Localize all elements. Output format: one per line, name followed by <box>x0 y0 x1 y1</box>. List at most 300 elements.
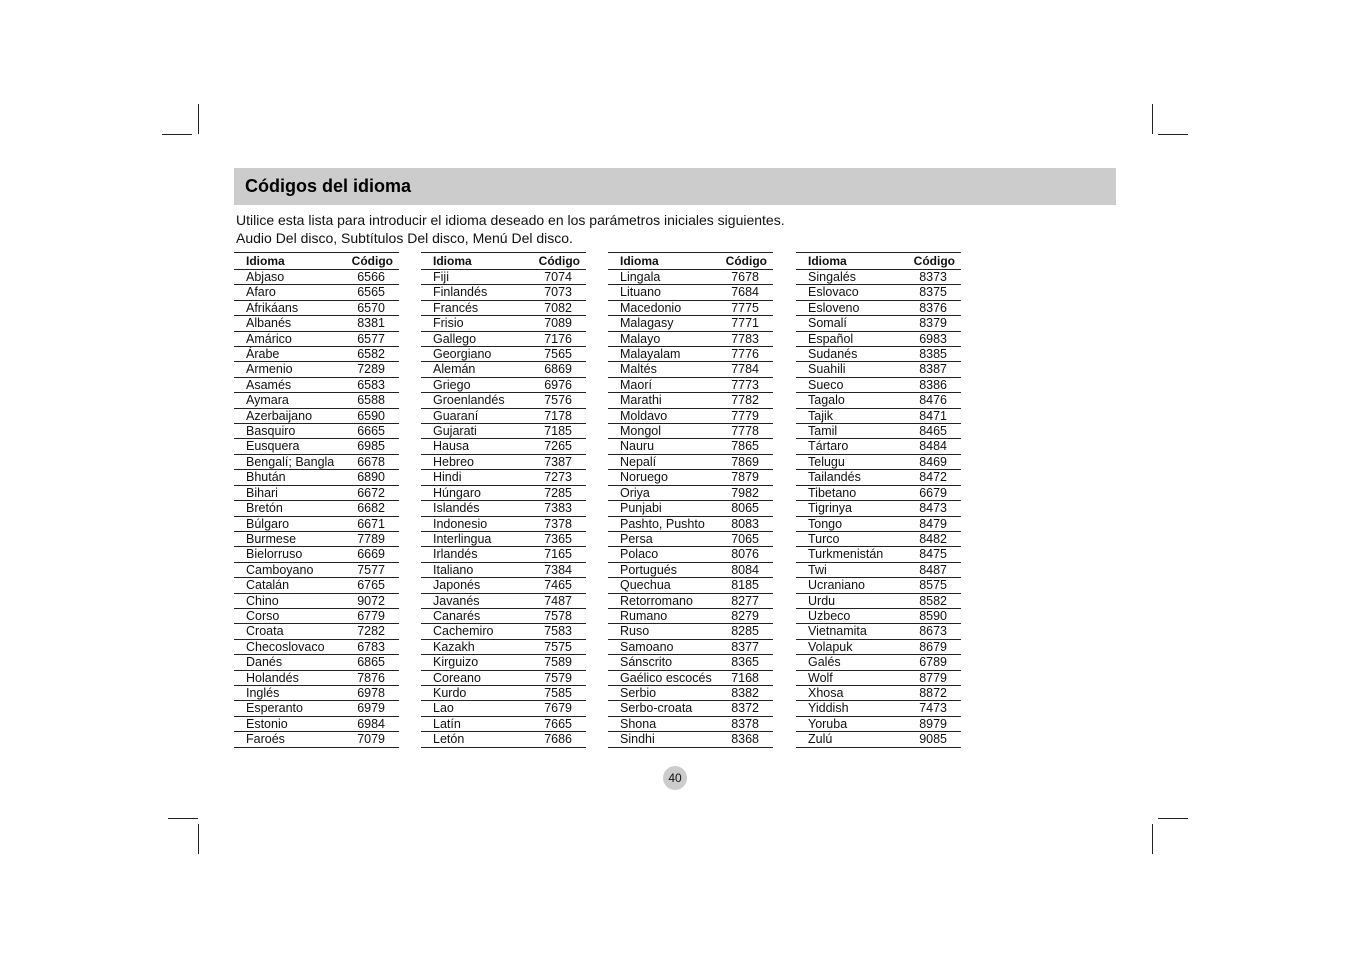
language-code: 8872 <box>903 685 961 700</box>
language-code: 7273 <box>526 470 586 485</box>
table-row <box>796 516 961 531</box>
intro-line-2: Audio Del disco, Subtítulos Del disco, Menú Del disco. <box>236 230 573 246</box>
language-name: Wolf <box>796 670 903 685</box>
language-name: Marathi <box>608 393 721 408</box>
language-name: Retorromano <box>608 593 721 608</box>
language-code: 8279 <box>721 608 773 623</box>
language-name: Bretón <box>234 501 346 516</box>
crop-mark <box>168 818 198 819</box>
language-code: 7089 <box>526 316 586 331</box>
language-code: 8472 <box>903 470 961 485</box>
table-row <box>796 316 961 331</box>
table-row <box>796 454 961 469</box>
language-table-column <box>421 252 586 748</box>
table-row <box>421 424 586 439</box>
language-code: 8575 <box>903 578 961 593</box>
language-name: Tongo <box>796 516 903 531</box>
language-name: Rumano <box>608 608 721 623</box>
language-code: 7168 <box>721 670 773 685</box>
table-row <box>796 501 961 516</box>
table-row <box>421 347 586 362</box>
language-code: 8482 <box>903 531 961 546</box>
language-code: 6978 <box>346 685 399 700</box>
table-row <box>796 270 961 285</box>
language-code: 8372 <box>721 701 773 716</box>
language-name: Ucraniano <box>796 578 903 593</box>
table-row <box>421 608 586 623</box>
language-code: 6679 <box>903 485 961 500</box>
table-row <box>234 285 399 300</box>
language-code: 7589 <box>526 655 586 670</box>
table-row <box>234 624 399 639</box>
language-name: Búlgaro <box>234 516 346 531</box>
table-row <box>234 377 399 392</box>
language-name: Afrikáans <box>234 300 346 315</box>
language-code: 8076 <box>721 547 773 562</box>
language-name: Estonio <box>234 716 346 731</box>
table-row <box>421 655 586 670</box>
language-code: 8479 <box>903 516 961 531</box>
language-name: Checoslovaco <box>234 639 346 654</box>
table-row <box>796 531 961 546</box>
language-code: 8779 <box>903 670 961 685</box>
language-code: 6669 <box>346 547 399 562</box>
crop-mark <box>162 134 192 135</box>
language-name: Serbio <box>608 685 721 700</box>
table-row <box>234 347 399 362</box>
language-table <box>608 252 773 748</box>
language-code: 7869 <box>721 454 773 469</box>
table-row <box>421 547 586 562</box>
table-row <box>608 362 773 377</box>
table-row <box>796 300 961 315</box>
language-code: 6577 <box>346 331 399 346</box>
language-code: 7176 <box>526 331 586 346</box>
table-row <box>796 470 961 485</box>
language-code: 7285 <box>526 485 586 500</box>
table-row <box>421 670 586 685</box>
language-code: 8469 <box>903 454 961 469</box>
table-row <box>608 562 773 577</box>
language-name: Nepalí <box>608 454 721 469</box>
language-code: 8484 <box>903 439 961 454</box>
table-row <box>234 470 399 485</box>
language-name: Coreano <box>421 670 526 685</box>
language-code: 7782 <box>721 393 773 408</box>
language-name: Ruso <box>608 624 721 639</box>
table-header-row <box>421 253 586 270</box>
language-name: Turkmenistán <box>796 547 903 562</box>
header-code: Código <box>526 253 586 270</box>
table-row <box>796 485 961 500</box>
language-name: Urdu <box>796 593 903 608</box>
language-code: 8487 <box>903 562 961 577</box>
language-name: Malayo <box>608 331 721 346</box>
language-name: Lao <box>421 701 526 716</box>
language-name: Italiano <box>421 562 526 577</box>
language-name: Kirguizo <box>421 655 526 670</box>
language-code: 6672 <box>346 485 399 500</box>
language-code: 7665 <box>526 716 586 731</box>
table-row <box>421 578 586 593</box>
language-code: 7686 <box>526 732 586 747</box>
table-row <box>608 516 773 531</box>
header-language: Idioma <box>421 253 526 270</box>
table-row <box>234 655 399 670</box>
language-name: Eusquera <box>234 439 346 454</box>
language-code: 7585 <box>526 685 586 700</box>
language-name: Catalán <box>234 578 346 593</box>
language-code: 7789 <box>346 531 399 546</box>
language-code: 6583 <box>346 377 399 392</box>
crop-mark <box>198 104 199 134</box>
table-row <box>234 393 399 408</box>
language-code: 6671 <box>346 516 399 531</box>
language-code: 7165 <box>526 547 586 562</box>
language-name: Letón <box>421 732 526 747</box>
language-code: 7079 <box>346 732 399 747</box>
table-row <box>608 593 773 608</box>
table-row <box>796 578 961 593</box>
language-code: 8065 <box>721 501 773 516</box>
language-name: Sudanés <box>796 347 903 362</box>
language-code: 8375 <box>903 285 961 300</box>
language-code: 8368 <box>721 732 773 747</box>
table-row <box>234 362 399 377</box>
language-code: 7583 <box>526 624 586 639</box>
table-row <box>608 655 773 670</box>
table-row <box>796 439 961 454</box>
table-row <box>608 501 773 516</box>
table-row <box>796 701 961 716</box>
language-code: 7073 <box>526 285 586 300</box>
table-row <box>608 716 773 731</box>
language-name: Abjaso <box>234 270 346 285</box>
language-name: Kazakh <box>421 639 526 654</box>
title-bar <box>234 168 1116 205</box>
language-name: Indonesio <box>421 516 526 531</box>
crop-mark <box>1152 824 1153 854</box>
table-row <box>608 439 773 454</box>
language-name: Shona <box>608 716 721 731</box>
language-code: 6984 <box>346 716 399 731</box>
language-name: Quechua <box>608 578 721 593</box>
language-name: Holandés <box>234 670 346 685</box>
language-name: Uzbeco <box>796 608 903 623</box>
language-name: Tártaro <box>796 439 903 454</box>
table-row <box>608 547 773 562</box>
language-code: 6588 <box>346 393 399 408</box>
language-name: Árabe <box>234 347 346 362</box>
language-code: 7778 <box>721 424 773 439</box>
language-table-column <box>234 252 399 748</box>
table-row <box>608 377 773 392</box>
table-row <box>796 347 961 362</box>
language-name: Inglés <box>234 685 346 700</box>
language-name: Irlandés <box>421 547 526 562</box>
table-row <box>234 685 399 700</box>
language-name: Latín <box>421 716 526 731</box>
table-row <box>421 593 586 608</box>
table-row <box>234 593 399 608</box>
language-name: Georgiano <box>421 347 526 362</box>
language-code: 7865 <box>721 439 773 454</box>
table-row <box>234 732 399 747</box>
table-row <box>608 300 773 315</box>
language-code: 7576 <box>526 393 586 408</box>
language-name: Burmese <box>234 531 346 546</box>
language-code: 7679 <box>526 701 586 716</box>
table-row <box>234 439 399 454</box>
table-row <box>421 639 586 654</box>
table-row <box>421 377 586 392</box>
language-name: Armenio <box>234 362 346 377</box>
language-code: 7775 <box>721 300 773 315</box>
table-row <box>234 501 399 516</box>
language-code: 7074 <box>526 270 586 285</box>
language-name: Francés <box>421 300 526 315</box>
language-code: 8382 <box>721 685 773 700</box>
language-code: 6979 <box>346 701 399 716</box>
table-row <box>608 701 773 716</box>
table-row <box>796 608 961 623</box>
language-name: Japonés <box>421 578 526 593</box>
language-name: Groenlandés <box>421 393 526 408</box>
table-row <box>234 316 399 331</box>
language-code: 6765 <box>346 578 399 593</box>
crop-mark <box>1158 134 1188 135</box>
language-code: 7577 <box>346 562 399 577</box>
language-code: 9085 <box>903 732 961 747</box>
table-row <box>796 562 961 577</box>
language-code: 8185 <box>721 578 773 593</box>
language-name: Faroés <box>234 732 346 747</box>
language-code: 6566 <box>346 270 399 285</box>
header-language: Idioma <box>796 253 903 270</box>
language-name: Sindhi <box>608 732 721 747</box>
language-name: Eslovaco <box>796 285 903 300</box>
table-row <box>608 685 773 700</box>
language-code: 8590 <box>903 608 961 623</box>
table-row <box>608 393 773 408</box>
language-code: 8476 <box>903 393 961 408</box>
language-name: Amárico <box>234 331 346 346</box>
language-name: Polaco <box>608 547 721 562</box>
language-table <box>421 252 586 748</box>
table-row <box>421 624 586 639</box>
language-name: Punjabi <box>608 501 721 516</box>
language-name: Croata <box>234 624 346 639</box>
table-row <box>796 624 961 639</box>
table-row <box>608 485 773 500</box>
language-name: Pashto, Pushto <box>608 516 721 531</box>
language-name: Tamil <box>796 424 903 439</box>
table-row <box>608 408 773 423</box>
language-code: 6665 <box>346 424 399 439</box>
table-row <box>421 285 586 300</box>
language-code: 6590 <box>346 408 399 423</box>
language-name: Cachemiro <box>421 624 526 639</box>
language-code: 8084 <box>721 562 773 577</box>
header-language: Idioma <box>608 253 721 270</box>
table-row <box>608 470 773 485</box>
language-code: 8387 <box>903 362 961 377</box>
table-row <box>796 408 961 423</box>
table-row <box>234 300 399 315</box>
language-name: Tagalo <box>796 393 903 408</box>
table-row <box>234 408 399 423</box>
table-row <box>421 300 586 315</box>
language-code: 6779 <box>346 608 399 623</box>
language-name: Esperanto <box>234 701 346 716</box>
language-table <box>234 252 399 748</box>
language-code: 8277 <box>721 593 773 608</box>
language-table-column <box>796 252 961 748</box>
table-row <box>796 331 961 346</box>
language-code-tables <box>234 252 962 752</box>
language-name: Danés <box>234 655 346 670</box>
language-name: Javanés <box>421 593 526 608</box>
language-code: 6582 <box>346 347 399 362</box>
language-code: 8386 <box>903 377 961 392</box>
language-name: Macedonio <box>608 300 721 315</box>
language-name: Canarés <box>421 608 526 623</box>
language-code: 7282 <box>346 624 399 639</box>
language-name: Persa <box>608 531 721 546</box>
table-row <box>421 362 586 377</box>
table-row <box>421 516 586 531</box>
language-name: Gujarati <box>421 424 526 439</box>
language-name: Finlandés <box>421 285 526 300</box>
language-code: 7384 <box>526 562 586 577</box>
table-row <box>234 270 399 285</box>
language-code: 7289 <box>346 362 399 377</box>
crop-mark <box>198 824 199 854</box>
language-code: 7465 <box>526 578 586 593</box>
table-row <box>234 716 399 731</box>
table-row <box>421 408 586 423</box>
table-row <box>421 501 586 516</box>
language-code: 8378 <box>721 716 773 731</box>
table-row <box>421 562 586 577</box>
language-name: Lingala <box>608 270 721 285</box>
table-row <box>421 685 586 700</box>
language-code: 7684 <box>721 285 773 300</box>
table-row <box>234 670 399 685</box>
table-row <box>421 331 586 346</box>
table-row <box>421 701 586 716</box>
language-code: 8379 <box>903 316 961 331</box>
language-code: 8475 <box>903 547 961 562</box>
table-row <box>796 670 961 685</box>
language-code: 7565 <box>526 347 586 362</box>
language-code: 6783 <box>346 639 399 654</box>
table-row <box>234 531 399 546</box>
language-name: Mongol <box>608 424 721 439</box>
language-code: 7265 <box>526 439 586 454</box>
language-name: Albanés <box>234 316 346 331</box>
language-name: Yoruba <box>796 716 903 731</box>
table-row <box>796 655 961 670</box>
language-name: Azerbaijano <box>234 408 346 423</box>
table-row <box>234 516 399 531</box>
language-name: Volapuk <box>796 639 903 654</box>
table-row <box>608 454 773 469</box>
language-code: 7365 <box>526 531 586 546</box>
language-name: Sánscrito <box>608 655 721 670</box>
table-row <box>796 285 961 300</box>
language-name: Tajik <box>796 408 903 423</box>
crop-mark <box>1152 104 1153 134</box>
table-row <box>234 701 399 716</box>
language-code: 6682 <box>346 501 399 516</box>
language-name: Noruego <box>608 470 721 485</box>
table-row <box>234 331 399 346</box>
language-name: Bengalí; Bangla <box>234 454 346 469</box>
language-name: Alemán <box>421 362 526 377</box>
language-code: 7082 <box>526 300 586 315</box>
language-code: 8365 <box>721 655 773 670</box>
language-code: 6890 <box>346 470 399 485</box>
language-code: 8285 <box>721 624 773 639</box>
language-name: Hindi <box>421 470 526 485</box>
language-code: 9072 <box>346 593 399 608</box>
language-code: 7575 <box>526 639 586 654</box>
table-row <box>234 454 399 469</box>
language-code: 7578 <box>526 608 586 623</box>
language-code: 7783 <box>721 331 773 346</box>
language-name: Griego <box>421 377 526 392</box>
language-name: Hausa <box>421 439 526 454</box>
language-name: Lituano <box>608 285 721 300</box>
language-code: 8673 <box>903 624 961 639</box>
language-code: 7771 <box>721 316 773 331</box>
header-language: Idioma <box>234 253 346 270</box>
table-row <box>796 716 961 731</box>
table-row <box>796 593 961 608</box>
table-row <box>608 531 773 546</box>
table-row <box>608 424 773 439</box>
language-code: 6983 <box>903 331 961 346</box>
language-code: 7579 <box>526 670 586 685</box>
table-row <box>234 424 399 439</box>
table-header-row <box>796 253 961 270</box>
language-name: Aymara <box>234 393 346 408</box>
language-name: Telugu <box>796 454 903 469</box>
language-name: Galés <box>796 655 903 670</box>
language-name: Singalés <box>796 270 903 285</box>
language-name: Malayalam <box>608 347 721 362</box>
language-name: Samoano <box>608 639 721 654</box>
table-row <box>234 485 399 500</box>
table-row <box>234 547 399 562</box>
table-row <box>796 547 961 562</box>
language-name: Nauru <box>608 439 721 454</box>
language-code: 7678 <box>721 270 773 285</box>
language-name: Oriya <box>608 485 721 500</box>
language-code: 6985 <box>346 439 399 454</box>
table-row <box>796 362 961 377</box>
language-code: 6678 <box>346 454 399 469</box>
table-row <box>421 732 586 747</box>
page-title: Códigos del idioma <box>245 176 412 196</box>
table-row <box>421 454 586 469</box>
language-name: Portugués <box>608 562 721 577</box>
table-row <box>796 377 961 392</box>
language-name: Xhosa <box>796 685 903 700</box>
language-name: Tailandés <box>796 470 903 485</box>
language-name: Vietnamita <box>796 624 903 639</box>
